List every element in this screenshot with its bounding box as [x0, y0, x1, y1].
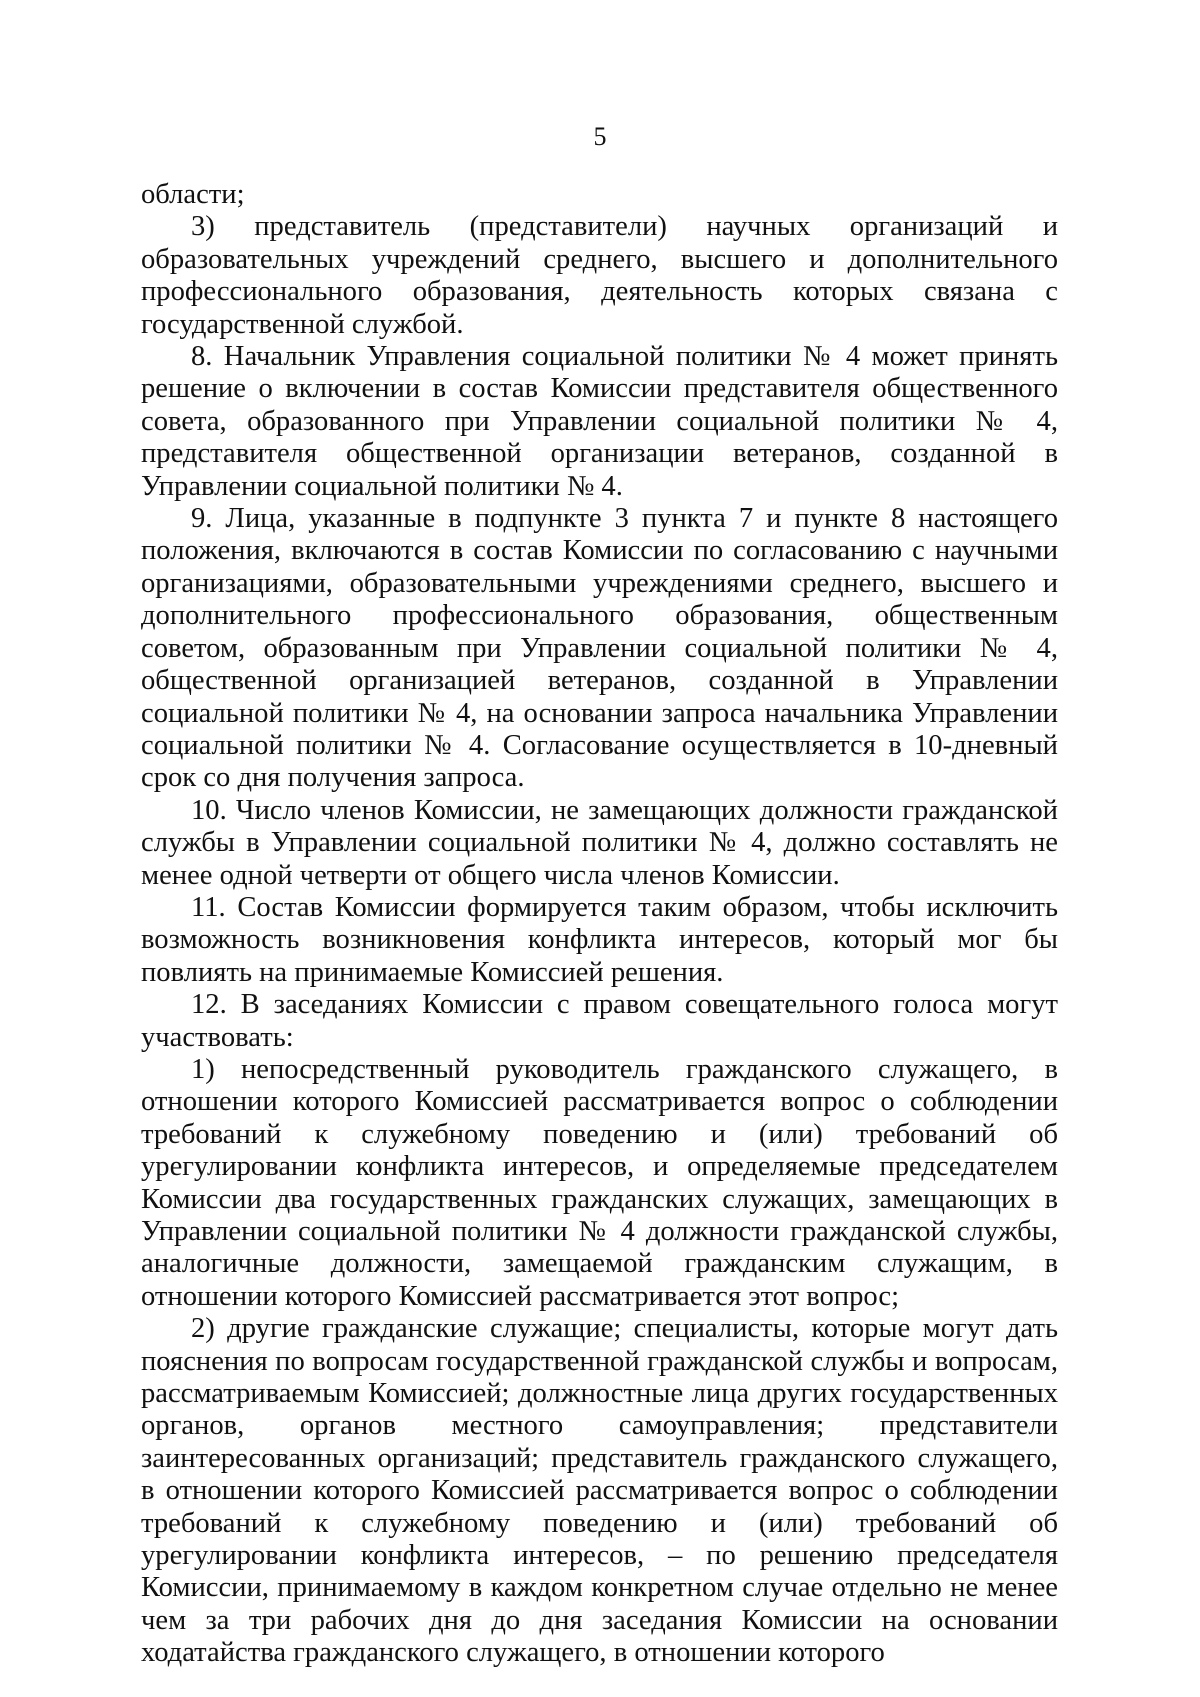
document-body — [141, 179, 1058, 1670]
paragraph-item-9: 9. Лица, указанные в подпункте 3 пункта 7 и пункте 8 настоящего положения, включаются в состав Комиссии по согласованию с научными организациями, образовательными учреждениями среднего, высшего и дополнительного профессионального образования, общественным советом, образованным при Управлении социальной политики № 4, общественной организацией ветеранов, созданной в Управлении социальной политики № 4, на основании запроса начальника Управлении социальной политики № 4. Согласование осуществляется в 10-дневный срок со дня получения запроса. — [141, 503, 1058, 794]
paragraph-item-7-3: 3) представитель (представители) научных организаций и образовательных учреждений среднего, высшего и дополнительного профессионального образования, деятельность которых связана с государственной службой. — [141, 211, 1058, 340]
paragraph-item-8: 8. Начальник Управления социальной политики № 4 может принять решение о включении в состав Комиссии представителя общественного совета, образованного при Управлении социальной политики № 4, представителя общественной организации ветеранов, созданной в Управлении социальной политики № 4. — [141, 341, 1058, 502]
paragraph-item-12-2: 2) другие гражданские служащие; специалисты, которые могут дать пояснения по вопросам государственной гражданской службы и вопросам, рассматриваемым Комиссией; должностные лица других государственных органов, органов местного самоуправления; представители заинтересованных организаций; представитель гражданского служащего, в отношении которого Комиссией рассматривается вопрос о соблюдении требований к служебному поведению и (или) требований об урегулировании конфликта интересов, – по решению председателя Комиссии, принимаемому в каждом конкретном случае отдельно не менее чем за три рабочих дня до дня заседания Комиссии на основании ходатайства гражданского служащего, в отношении которого — [141, 1313, 1058, 1669]
paragraph-continuation: области; — [141, 179, 245, 210]
paragraph-item-12: 12. В заседаниях Комиссии с правом совещательного голоса могут участвовать: — [141, 989, 1058, 1053]
page-number: 5 — [593, 122, 607, 151]
paragraph-item-10: 10. Число членов Комиссии, не замещающих должности гражданской службы в Управлении социальной политики № 4, должно составлять не менее одной четверти от общего числа членов Комиссии. — [141, 794, 1058, 891]
paragraph-item-12-1: 1) непосредственный руководитель гражданского служащего, в отношении которого Комиссией рассматривается вопрос о соблюдении требований к служебному поведению и (или) требований об урегулировании конфликта интересов, и определяемые председателем Комиссии два государственных гражданских служащих, замещающих в Управлении социальной политики № 4 должности гражданской службы, аналогичные должности, замещаемой гражданским служащим, в отношении которого Комиссией рассматривается этот вопрос; — [141, 1053, 1058, 1312]
paragraph-item-11: 11. Состав Комиссии формируется таким образом, чтобы исключить возможность возникновения конфликта интересов, который мог бы повлиять на принимаемые Комиссией решения. — [141, 891, 1058, 988]
